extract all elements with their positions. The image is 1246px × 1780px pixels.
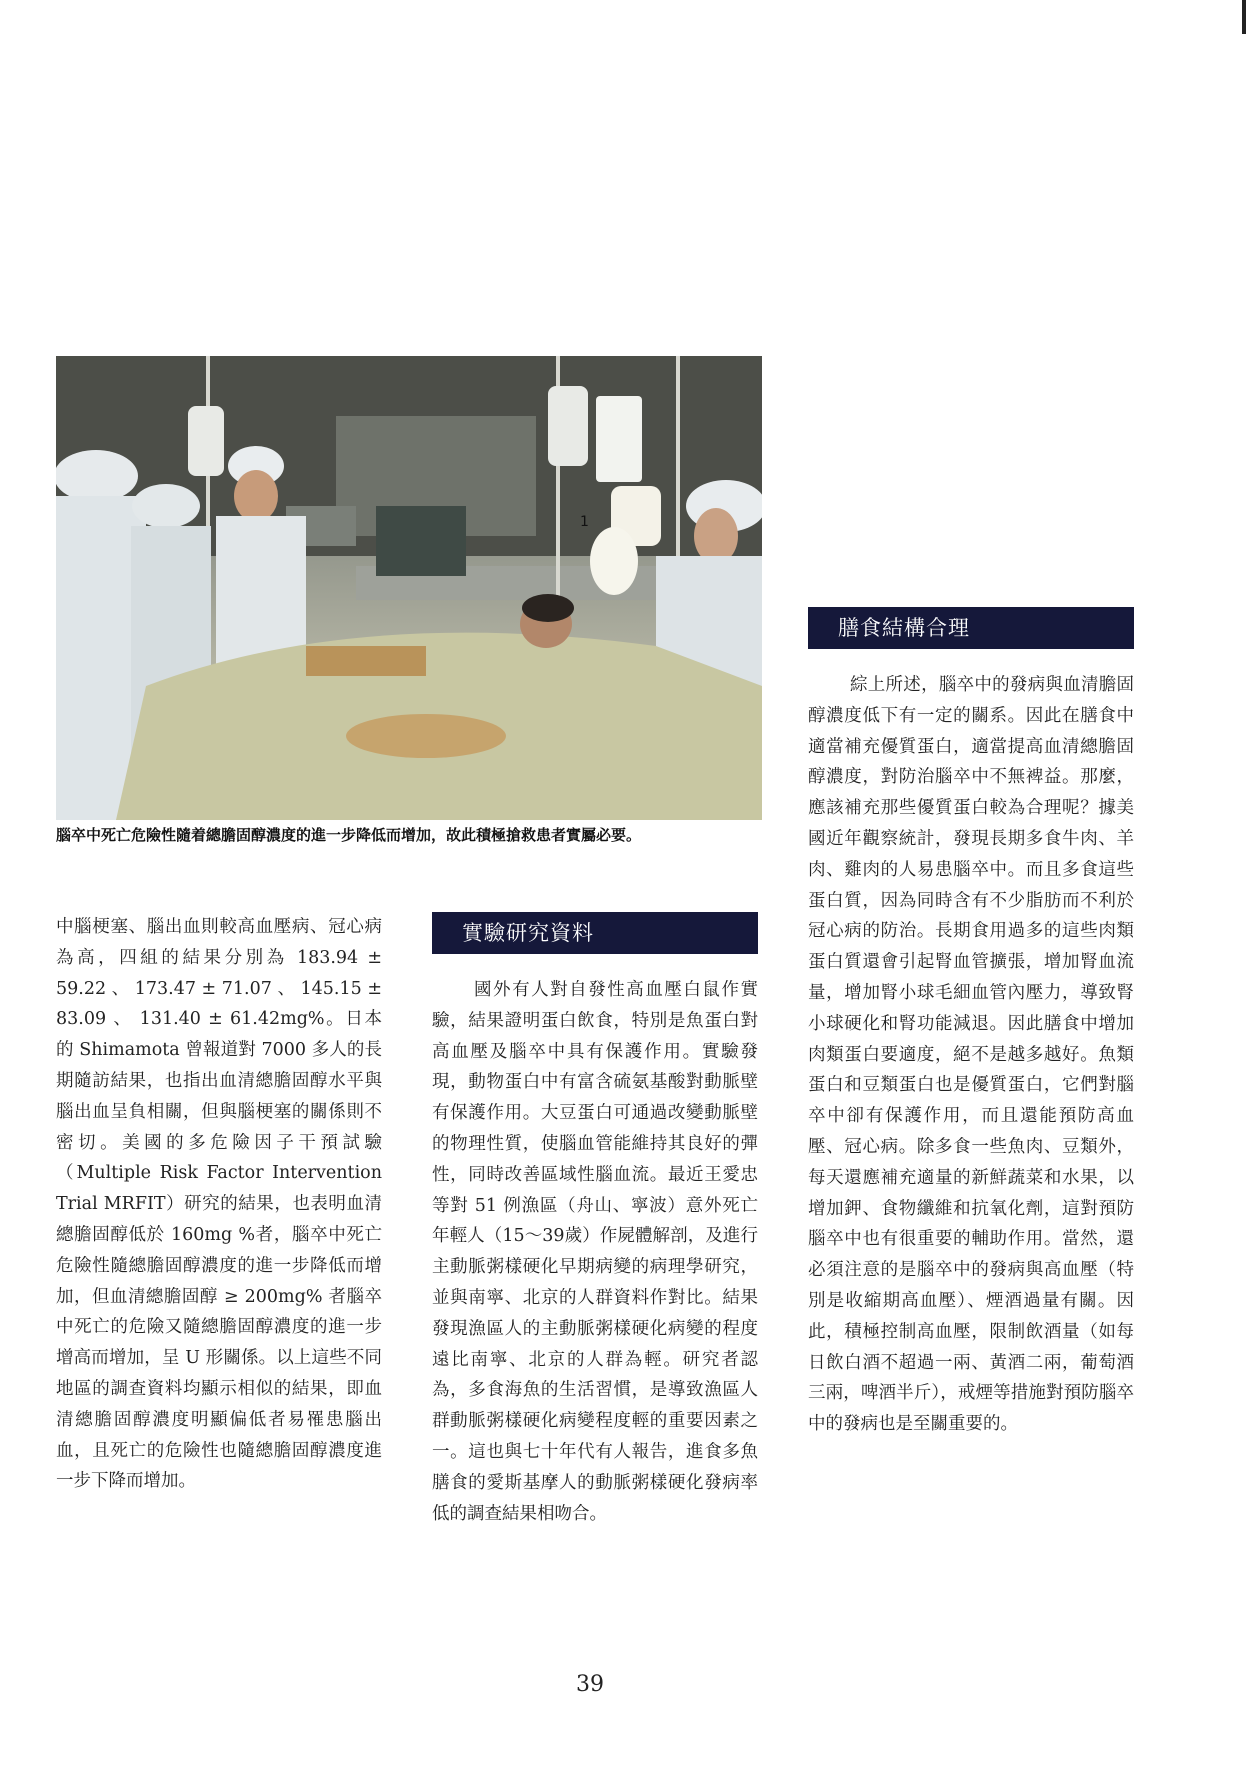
middle-column-paragraph: 國外有人對自發性高血壓白鼠作實驗，結果證明蛋白飲食，特別是魚蛋白對高血壓及腦卒中具有保護作用。實驗發現，動物蛋白中有富含硫氨基酸對動脈壁有保護作用。大豆蛋白可通過改變動脈壁的物理性質，使腦血管能維持其良好的彈性，同時改善區域性腦血流。最近王愛忠等對 51 例漁區（舟山、寧波）意外死亡年輕人（15～39歲）作屍體解剖，及進行主動脈粥樣硬化早期病變的病理學研究，並與南寧、北京的人群資料作對比。結果發現漁區人的主動脈粥樣硬化病變的程度遠比南寧、北京的人群為輕。研究者認為，多食海魚的生活習慣，是導致漁區人群動脈粥樣硬化病變程度輕的重要因素之一。這也與七十年代有人報告，進食多魚膳食的愛斯基摩人的動脈粥樣硬化發病率低的調查結果相吻合。: [432, 980, 758, 1524]
page-number: 39: [576, 1672, 604, 1697]
photo-illustration: [56, 356, 762, 820]
hospital-ward-photo: [56, 356, 762, 820]
photo-caption: 腦卒中死亡危險性隨着總膽固醇濃度的進一步降低而增加，故此積極搶救患者實屬必要。: [56, 826, 642, 844]
left-column-paragraph: 中腦梗塞、腦出血則較高血壓病、冠心病為高，四組的結果分別為 183.94 ± 59.22 、 173.47 ± 71.07 、 145.15 ± 83.09 、 131.40 ± 61.42mg%。日本的 Shimamota 曾報道對 7000 多人的長期隨訪結果，也指出血清總膽固醇水平與腦出血呈負相關，但與腦梗塞的關係則不密切。美國的多危險因子干預試驗（Multiple Risk Factor Intervention Trial MRFIT）研究的結果，也表明血清總膽固醇低於 160mg %者，腦卒中死亡危險性隨總膽固醇濃度的進一步降低而增加，但血清總膽固醇 ≥ 200mg% 者腦卒中死亡的危險又隨總膽固醇濃度的進一步增高而增加，呈 U 形關係。以上這些不同地區的調查資料均顯示相似的結果，即血清總膽固醇濃度明顯偏低者易罹患腦出血，且死亡的危險性也隨總膽固醇濃度進一步下降而增加。: [56, 917, 382, 1492]
right-column: [808, 670, 1134, 1440]
crop-mark: [1242, 0, 1246, 34]
section-heading-experimental-research: 實驗研究資料: [432, 912, 758, 954]
photo-label-number: 1: [580, 514, 589, 530]
middle-column: [432, 975, 758, 1529]
right-column-paragraph: 綜上所述，腦卒中的發病與血清膽固醇濃度低下有一定的關系。因此在膳食中適當補充優質蛋白，適當提高血清總膽固醇濃度，對防治腦卒中不無裨益。那麼，應該補充那些優質蛋白較為合理呢？據美國近年觀察統計，發現長期多食牛肉、羊肉、雞肉的人易患腦卒中。而且多食這些蛋白質，因為同時含有不少脂肪而不利於冠心病的防治。長期食用過多的這些肉類蛋白質還會引起腎血管擴張，增加腎血流量，增加腎小球毛細血管內壓力，導致腎小球硬化和腎功能減退。因此膳食中增加肉類蛋白要適度，絕不是越多越好。魚類蛋白和豆類蛋白也是優質蛋白，它們對腦卒中卻有保護作用，而且還能預防高血壓、冠心病。除多食一些魚肉、豆類外，每天還應補充適量的新鮮蔬菜和水果，以增加鉀、食物纖維和抗氧化劑，這對預防腦卒中也有很重要的輔助作用。當然，還必須注意的是腦卒中的發病與高血壓（特別是收縮期高血壓）、煙酒過量有關。因此，積極控制高血壓，限制飲酒量（如每日飲白酒不超過一兩、黃酒二兩，葡萄酒三兩，啤酒半斤），戒煙等措施對預防腦卒中的發病也是至關重要的。: [808, 675, 1134, 1435]
left-column: [56, 912, 382, 1497]
section-heading-diet-structure: 膳食結構合理: [808, 607, 1134, 649]
